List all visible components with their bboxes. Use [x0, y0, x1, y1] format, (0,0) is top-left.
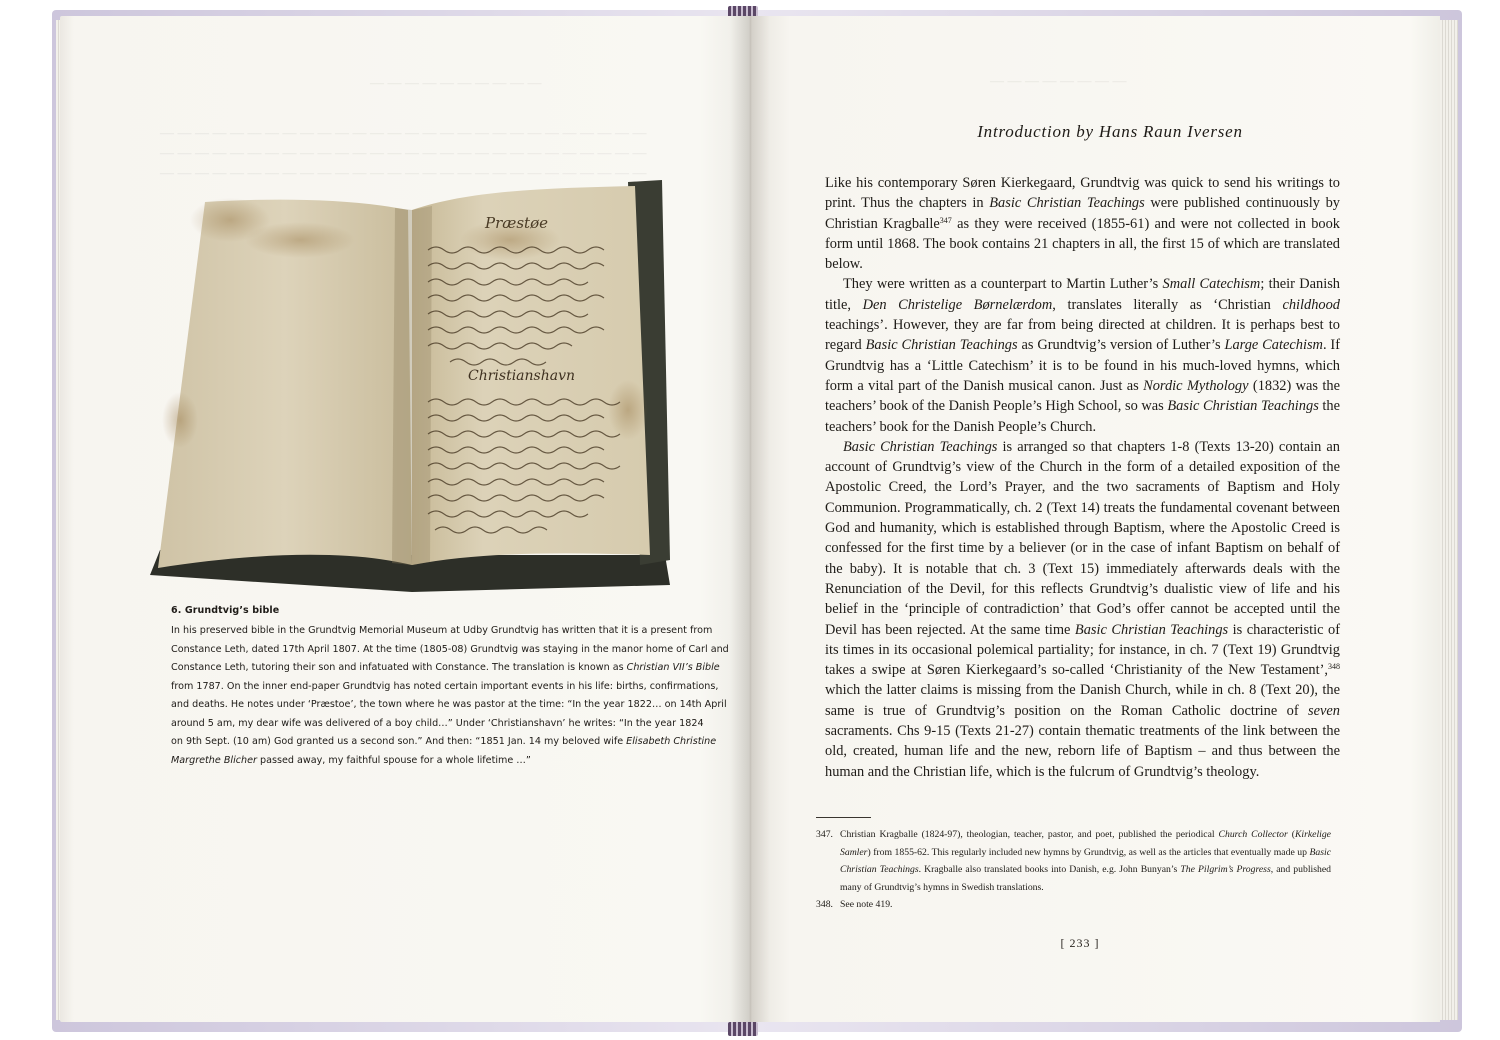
- text-run: . If Grundtvig has a ‘Little Catechism’ it is to be found in his much-loved hymns, which form a vital part of the Danish musical canon. Just as: [825, 337, 1340, 394]
- caption-italic-text: Margrethe Blicher: [171, 754, 257, 766]
- italic-title: Basic Christian Teachings: [989, 195, 1145, 212]
- italic-title: Basic Christian Teachings: [840, 846, 1331, 875]
- text-run: (1832) was the teachers’ book of the Danish People’s High School, so was: [825, 377, 1341, 415]
- chapter-heading: Introduction by Hans Raun Iversen: [977, 122, 1243, 141]
- text-run: ; their Danish title,: [825, 276, 1340, 313]
- text-run: teachings’. However, they are far from being directed at children. It is perhaps best to regard: [825, 317, 1340, 354]
- italic-word: childhood: [1282, 296, 1340, 313]
- italic-title: Basic Christian Teachings: [843, 438, 998, 455]
- body-text: [825, 173, 1340, 782]
- italic-title: Basic Christian Teachings: [1167, 398, 1319, 415]
- italic-title: Large Catechism: [1224, 337, 1323, 354]
- caption-line: [171, 715, 704, 734]
- text-run: is arranged so that chapters 1-8 (Texts 13-20) contain an account of Grundtvig’s view of the Church in the form of a detailed exposition of the Apostolic Creed, the Lord’s Prayer, and the two sacraments of Baptism and Holy Communion. Programmatically, ch. 2 (Text 14) treats the fundamental covenant between God and humanity, which is established through Baptism, where the Apostolic Creed is confessed for the first time by a believer (or in the case of infant Baptism on behalf of the baby). It is notable that ch. 3 (Text 15) immediately afterwards deals with the Renunciation of the Devil, for this reflects Grundtvig’s dualistic view of life and his belief in the ‘principle of contradiction’ that God’s offer cannot be accepted until the Devil has been rejected. At the same time: [825, 438, 1340, 638]
- text-run: . Kragballe also translated books into Danish, e.g. John Bunyan’s: [918, 864, 1181, 875]
- show-through-text: ― ― ― ― ― ― ― ― ― ― ― ― ― ― ― ― ― ― ― ― ― ― ― ― ― ― ― ―: [160, 126, 647, 141]
- italic-title: Nordic Mythology: [1143, 377, 1249, 394]
- figure-caption: [171, 605, 729, 770]
- italic-title: Kirkelige Samler: [840, 829, 1331, 858]
- text-run: as they were received (1855-61) and were not collected in book form until 1868. The book contains 21 chapters in all, the first 15 of which are translated below.: [825, 215, 1340, 273]
- show-through-header: ― ― ― ― ― ― ― ―: [990, 74, 1127, 89]
- text-run: (: [1287, 829, 1295, 840]
- italic-title: Basic Christian Teachings: [865, 337, 1018, 354]
- italic-title: Church Collector: [1218, 829, 1288, 840]
- caption-italic-text: Elisabeth Christine: [626, 736, 717, 747]
- text-run: the teachers’ book for the Danish People’s Church.: [825, 398, 1341, 435]
- paragraph-1: [825, 173, 1340, 274]
- caption-line-text: Constance Leth, dated 17th April 1807. At the time (1805-08) Grundtvig was staying in the manor home of Carl and: [171, 643, 729, 655]
- italic-title: The Pilgrim’s Progress: [1180, 864, 1271, 875]
- text-run: ) from 1855-62. This regularly included new hymns by Grundtvig, as well as the articles that eventually made up: [867, 846, 1310, 858]
- text-run: sacraments. Chs 9-15 (Texts 21-27) contain thematic treatments of the link between the old, created, human life and the new, reborn life of Baptism – and thus between the human and the Christian life, which is the fulcrum of Grundtvig’s theology.: [825, 723, 1340, 780]
- text-run: were published continuously by Christian Kragballe: [825, 195, 1340, 232]
- show-through-header: ― ― ― ― ― ― ― ― ― ―: [370, 76, 542, 91]
- footnotes: [816, 826, 1331, 914]
- text-run: , translates literally as ‘Christian: [1052, 296, 1283, 313]
- footnote-rule: [816, 817, 871, 818]
- caption-line-text: and deaths. He notes under ‘Præstoe’, the town where he was pastor at the time: “In the year 1822… on 14th April: [171, 699, 727, 710]
- caption-line: [171, 733, 717, 752]
- open-manuscript-bible-photo: [150, 180, 670, 595]
- caption-line-text: In his preserved bible in the Grundtvig Memorial Museum at Udby Grundtvig has written that it is a present from: [171, 625, 713, 636]
- handwriting-heading-praestoe: Præstøe: [485, 214, 548, 232]
- text-run: , and published many of Grundtvig’s hymns in Swedish translations.: [840, 864, 1331, 893]
- text-run: as Grundtvig’s version of Luther’s: [1017, 337, 1225, 354]
- footnote-reference[interactable]: 347: [939, 215, 952, 225]
- italic-word: seven: [1308, 702, 1340, 719]
- caption-text: [171, 622, 729, 770]
- caption-line: [171, 752, 676, 771]
- bible-photograph: [150, 180, 670, 595]
- caption-line: [171, 622, 713, 641]
- text-run: They were written as a counterpart to Martin Luther’s: [843, 276, 1163, 293]
- caption-line-text: Constance Leth, tutoring their son and infatuated with Constance. The translation is known as: [171, 662, 627, 673]
- italic-title: Basic Christian Teachings: [1074, 621, 1229, 638]
- footnote-number: 348.: [816, 899, 833, 910]
- page-number: [ 233 ]: [1060, 936, 1100, 950]
- text-run: Like his contemporary Søren Kierkegaard, Grundtvig was quick to send his writings to print. Thus the chapters in: [825, 175, 1340, 212]
- caption-line-text: on 9th Sept. (10 am) God granted us a second son.” And then: “1851 Jan. 14 my beloved wife: [171, 736, 627, 747]
- text-run: is characteristic of its times in its occasional polemical partiality; for instance, in ch. 7 (Text 19) Grundtvig takes a swipe at Søren Kierkegaard’s so-called ‘Christianity of the New Testament’,: [825, 621, 1340, 679]
- show-through-text: ― ― ― ― ― ― ― ― ― ― ― ― ― ― ― ― ― ― ― ― ― ― ― ― ― ― ― ―: [160, 146, 647, 161]
- footnote-348: [816, 896, 1331, 914]
- caption-line: [171, 678, 719, 697]
- text-run: which the latter claims is missing from the Danish Church, while in ch. 8 (Text 20), the same is true of Grundtvig’s position on the Roman Catholic doctrine of: [825, 682, 1340, 719]
- footnote-347: [816, 826, 1331, 896]
- footnote-text: See note 419.: [840, 899, 893, 910]
- caption-line-text: around 5 am, my dear wife was delivered of a boy child…” Under ‘Christianshavn’ he writes: “In the year 1824: [171, 717, 704, 729]
- footnote-number: 347.: [816, 829, 833, 840]
- caption-title: 6. Grundtvig’s bible: [171, 605, 280, 616]
- footnote-reference[interactable]: 348: [1328, 662, 1340, 672]
- show-through-text: ― ― ― ― ― ― ― ― ― ― ― ― ― ― ― ― ― ― ― ― ― ― ― ― ― ― ― ―: [160, 166, 647, 181]
- italic-title: Small Catechism: [1162, 276, 1261, 293]
- caption-italic-text: Christian VII’s Bible: [626, 662, 720, 673]
- caption-line-text: passed away, my faithful spouse for a whole lifetime …”: [256, 754, 531, 766]
- bookmark-ribbon-bottom: [728, 1022, 758, 1036]
- footnote-text: [840, 826, 1331, 896]
- caption-line: [171, 641, 729, 660]
- caption-line-text: from 1787. On the inner end-paper Grundtvig has noted certain important events in his life: births, confirmations,: [171, 680, 719, 692]
- caption-line: [171, 659, 720, 678]
- paragraph-3: [825, 437, 1340, 782]
- text-run: Christian Kragballe (1824-97), theologian, teacher, pastor, and poet, published the periodical: [840, 829, 1219, 840]
- paragraph-2: [825, 274, 1340, 436]
- caption-line: [171, 696, 727, 715]
- handwriting-heading-christianshavn: Christianshavn: [468, 368, 576, 384]
- page-edges-right: [1440, 20, 1458, 1020]
- italic-title: Den Christelige Børnelærdom: [862, 296, 1053, 313]
